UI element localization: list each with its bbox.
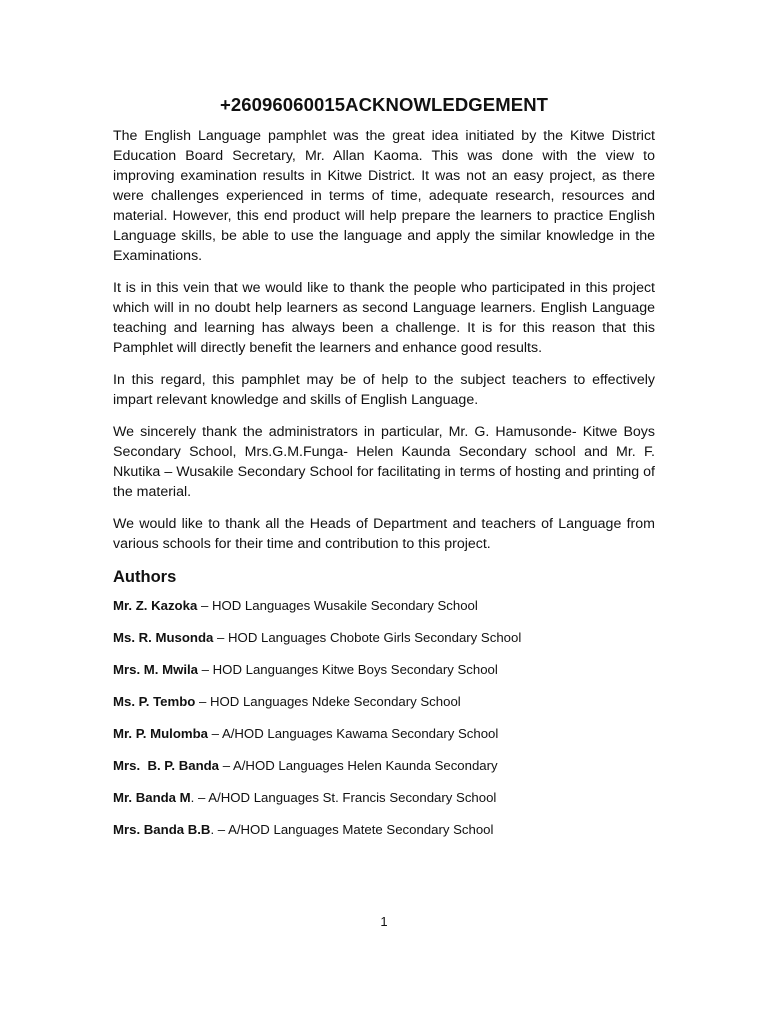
paragraph-intro: The English Language pamphlet was the great idea initiated by the Kitwe District Education Board Secretary, Mr. Allan Kaoma. This was done with the view to improving examination results in Kitwe District. It was not an easy project, as there were challenges experienced in terms of time, adequate research, resources and material. However, this end product will help prepare the learners to practice English Language skills, be able to use the language and apply the similar knowledge in the Examinations. bbox=[113, 128, 655, 264]
paragraph-thanks-participants: It is in this vein that we would like to thank the people who participated in this project which will in no doubt help learners as second Language learners. English Language teaching and learning has always been a challenge. It is for this reason that this Pamphlet will directly benefit the learners and enhance good results. bbox=[113, 280, 655, 356]
paragraph-administrators: We sincerely thank the administrators in particular, Mr. G. Hamusonde- Kitwe Boys Secondary School, Mrs.G.M.Funga- Helen Kaunda Secondary school and Mr. F. Nkutika – Wusakile Secondary School for facilitating in terms of hosting and printing of the material. bbox=[113, 424, 655, 500]
author-role: . – A/HOD Languages St. Francis Secondary School bbox=[190, 790, 497, 805]
author-role: . – A/HOD Languages Matete Secondary School bbox=[210, 822, 494, 837]
author-name: Ms. R. Musonda bbox=[113, 630, 214, 645]
author-name: Mr. Banda M bbox=[113, 790, 191, 805]
author-name: Ms. P. Tembo bbox=[113, 694, 196, 709]
author-role: – HOD Languages Chobote Girls Secondary School bbox=[213, 630, 522, 645]
authors-heading: Authors bbox=[113, 568, 177, 586]
author-name: Mr. Z. Kazoka bbox=[113, 598, 198, 613]
authors-list bbox=[113, 597, 655, 839]
paragraph-heads-of-department: We would like to thank all the Heads of Department and teachers of Language from various schools for their time and contribution to this project. bbox=[113, 516, 655, 552]
author-entry bbox=[113, 629, 655, 647]
page-number: 1 bbox=[380, 914, 388, 929]
author-entry bbox=[113, 757, 655, 775]
author-entry bbox=[113, 661, 655, 679]
author-name: Mrs. B. P. Banda bbox=[113, 758, 220, 773]
author-entry bbox=[113, 821, 655, 839]
author-name: Mrs. Banda B.B bbox=[113, 822, 211, 837]
author-role: – HOD Languanges Kitwe Boys Secondary School bbox=[198, 662, 498, 677]
author-entry bbox=[113, 789, 655, 807]
document-page bbox=[113, 92, 655, 853]
author-role: – A/HOD Languages Kawama Secondary School bbox=[208, 726, 499, 741]
author-entry bbox=[113, 597, 655, 615]
document-title: +26096060015ACKNOWLEDGEMENT bbox=[219, 94, 549, 115]
author-role: – A/HOD Languages Helen Kaunda Secondary bbox=[219, 758, 498, 773]
author-name: Mrs. M. Mwila bbox=[113, 662, 198, 677]
author-name: Mr. P. Mulomba bbox=[113, 726, 209, 741]
author-entry bbox=[113, 725, 655, 743]
paragraph-teachers-help: In this regard, this pamphlet may be of help to the subject teachers to effectively impart relevant knowledge and skills of English Language. bbox=[113, 372, 655, 408]
author-role: – HOD Languages Wusakile Secondary School bbox=[197, 598, 478, 613]
author-role: – HOD Languages Ndeke Secondary School bbox=[195, 694, 461, 709]
author-entry bbox=[113, 693, 655, 711]
